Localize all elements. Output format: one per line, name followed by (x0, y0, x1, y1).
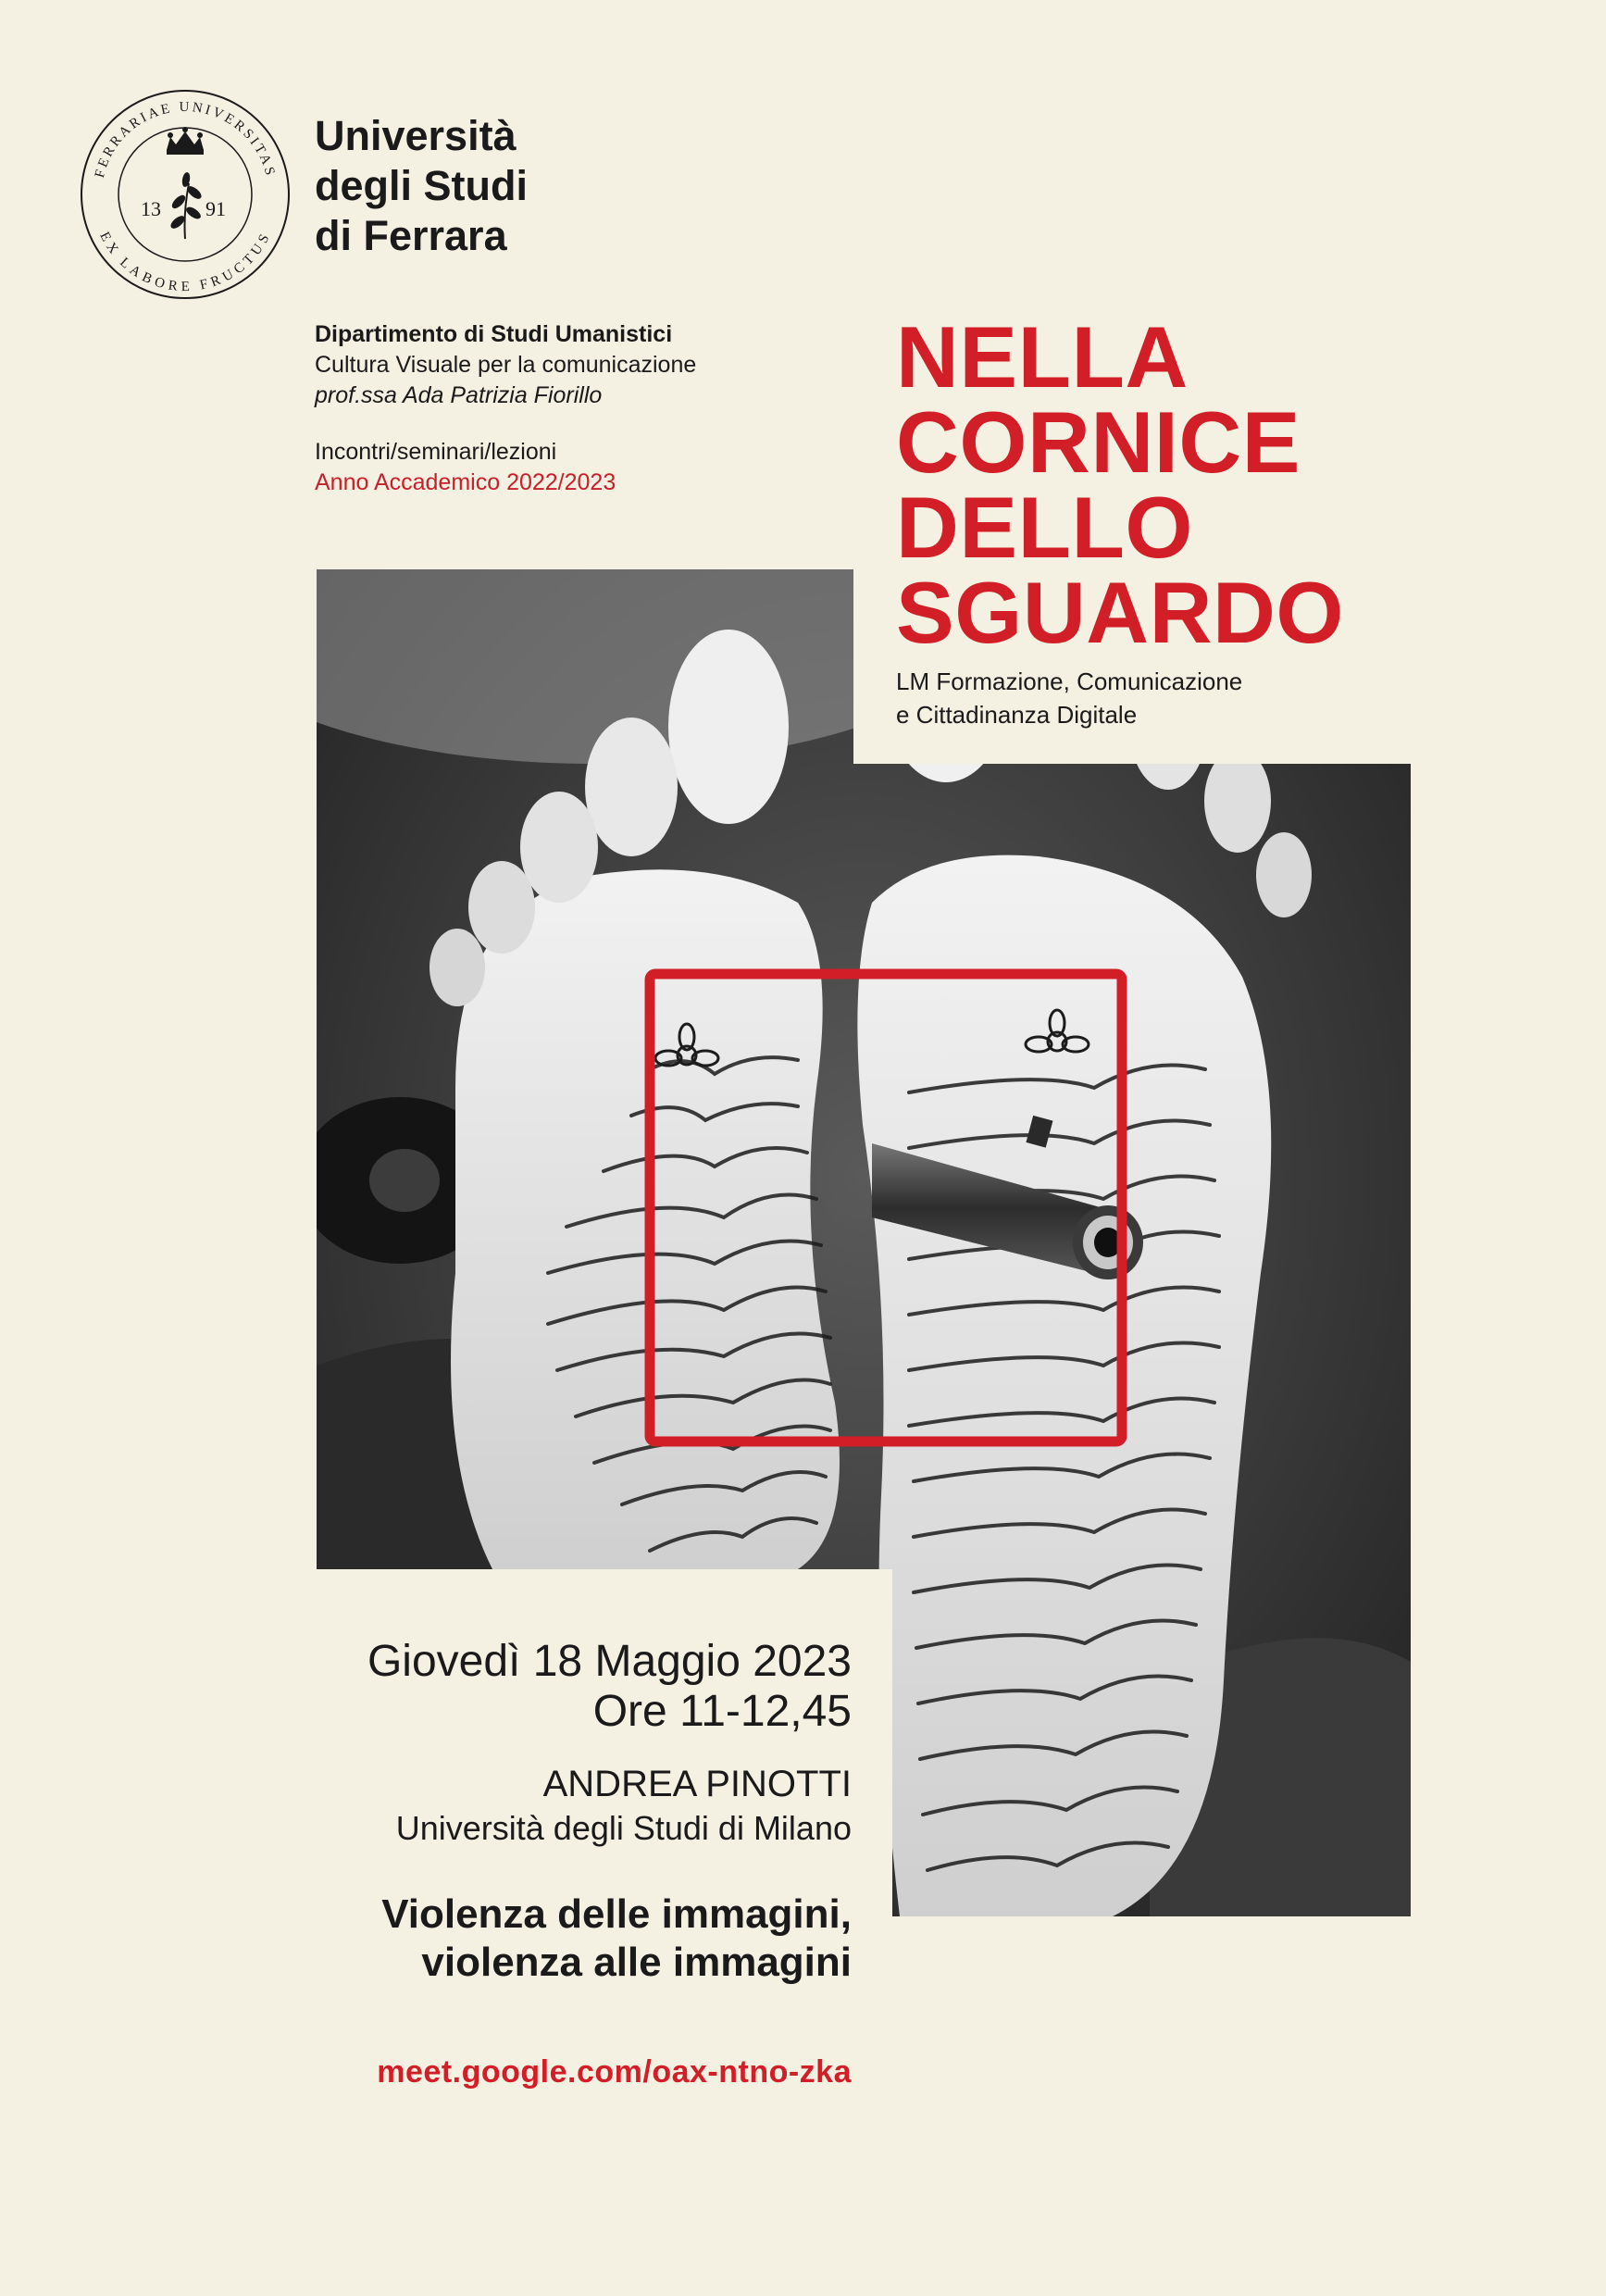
department-name: Dipartimento di Studi Umanistici (315, 321, 673, 347)
subtitle-line-1: LM Formazione, Comunicazione (896, 668, 1243, 695)
title-line-4: SGUARDO (896, 564, 1344, 661)
title-line-2: CORNICE (896, 393, 1301, 491)
speaker-name: ANDREA PINOTTI (542, 1764, 852, 1804)
professor-name: prof.ssa Ada Patrizia Fiorillo (315, 382, 603, 408)
university-name-line-2: degli Studi (315, 162, 528, 209)
subtitle-line-2: e Cittadinanza Digitale (896, 701, 1138, 729)
crown-icon (167, 127, 204, 155)
series-label: Incontri/seminari/lezioni (315, 439, 557, 465)
speaker-affiliation: Università degli Studi di Milano (395, 1809, 852, 1847)
seal-text-bottom: EX LABORE FRUCTUS (96, 230, 274, 295)
event-series-title (896, 308, 1344, 661)
event-date: Giovedì 18 Maggio 2023 (367, 1637, 852, 1686)
seal-year-right: 91 (205, 197, 226, 220)
seal-year-left: 13 (141, 197, 161, 220)
university-name-line-1: Università (315, 112, 517, 159)
event-details (367, 1637, 852, 2090)
university-name (315, 111, 528, 261)
olive-branch-icon (170, 173, 203, 239)
seal-text-top: FERRARIAE UNIVERSITAS (92, 99, 279, 180)
event-time: Ore 11-12,45 (592, 1687, 852, 1736)
program-subtitle (896, 665, 1242, 731)
talk-title-line-2: violenza alle immagini (421, 1940, 852, 1985)
title-line-3: DELLO (896, 479, 1194, 576)
course-name: Cultura Visuale per la comunicazione (315, 352, 697, 378)
department-block (315, 319, 696, 498)
meeting-link[interactable]: meet.google.com/oax-ntno-zka (377, 2054, 852, 2090)
academic-year: Anno Accademico 2022/2023 (315, 469, 616, 495)
svg-text:EX LABORE FRUCTUS (96, 230, 273, 294)
university-seal-logo (74, 83, 296, 306)
university-name-line-3: di Ferrara (315, 212, 507, 259)
title-line-1: NELLA (896, 308, 1189, 406)
talk-title-line-1: Violenza delle immagini, (381, 1891, 852, 1937)
